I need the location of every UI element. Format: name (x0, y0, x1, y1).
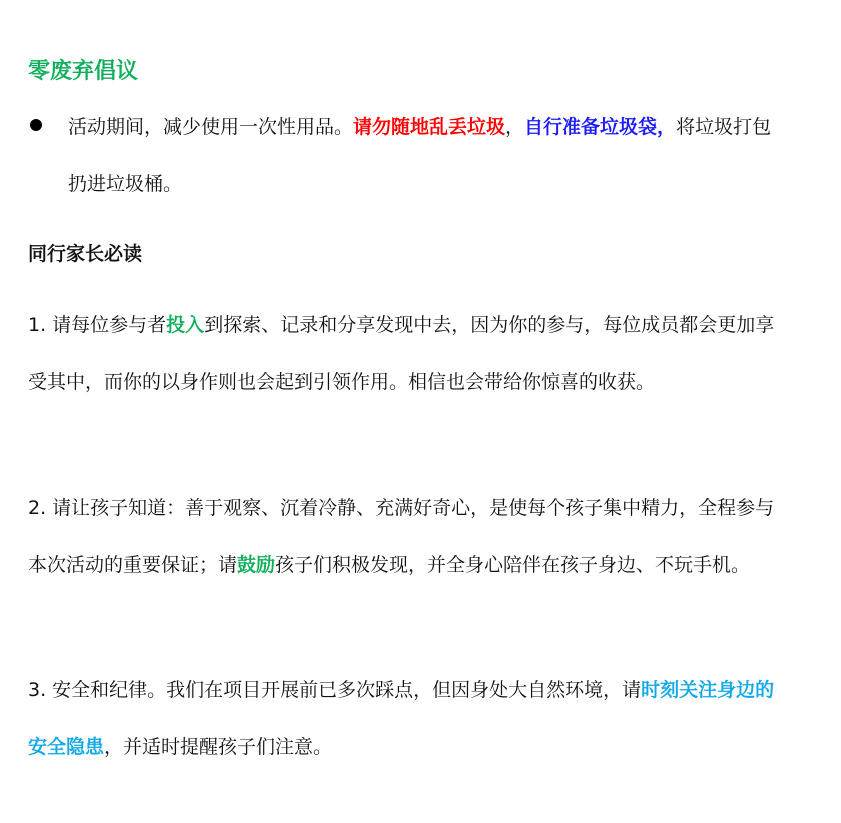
highlight-engage: 投入 (166, 314, 205, 336)
highlight-bring-bags: 自行准备垃圾袋， (524, 116, 677, 138)
item-3-after: ，并适时提醒孩子们注意。 (104, 736, 333, 758)
highlight-encourage: 鼓励 (237, 554, 276, 576)
bullet-dot-icon (30, 119, 42, 131)
paragraph-item-3 (28, 662, 788, 776)
highlight-safety: 时刻关注身边的安全隐患 (28, 679, 775, 758)
bullet-text-part1: 活动期间，减少使用一次性用品。 (68, 116, 354, 138)
item-2-before: 2. 请让孩子知道：善于观察、沉着冷静、充满好奇心，是使每个孩子集中精力，全程参与本次活动的重要保证；请 (28, 497, 775, 576)
section-title: 零废弃倡议 (28, 59, 139, 84)
item-3-before: 3. 安全和纪律。我们在项目开展前已多次踩点，但因身处大自然环境，请 (28, 679, 642, 701)
item-1-after: 到探索、记录和分享发现中去，因为你的参与，每位成员都会更加享受其中，而你的以身作则也会起到引领作用。相信也会带给你惊喜的收获。 (28, 314, 775, 393)
paragraph-item-2 (28, 480, 788, 594)
paragraph-item-1 (28, 297, 788, 411)
parents-must-read-heading: 同行家长必读 (28, 243, 143, 265)
bullet-text (68, 99, 788, 213)
item-1-before: 1. 请每位参与者 (28, 314, 167, 336)
item-2-after: 孩子们积极发现，并全身心陪伴在孩子身边、不玩手机。 (275, 554, 751, 576)
bullet-separator: ， (505, 116, 525, 138)
bullet-text-part2: 将垃圾打包扔进垃圾桶。 (68, 116, 772, 195)
highlight-no-littering: 请勿随地乱丢垃圾 (353, 116, 506, 138)
